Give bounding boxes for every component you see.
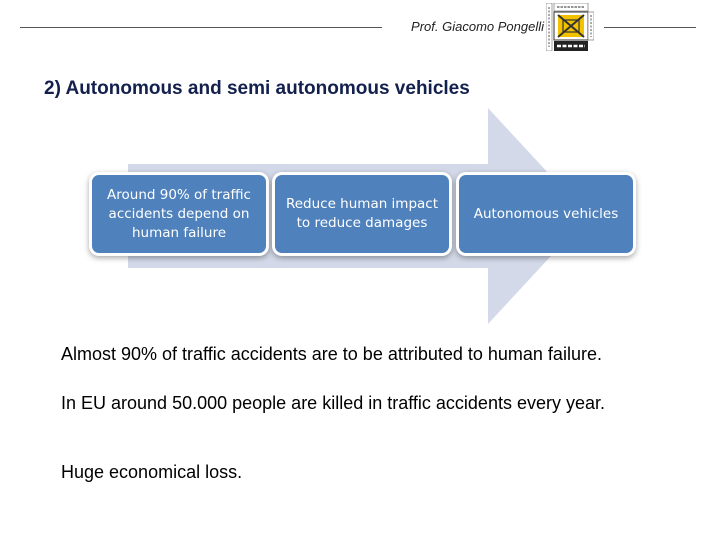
header-rule-right: [604, 27, 696, 28]
body-paragraph-2: In EU around 50.000 people are killed in traffic accidents every year.: [61, 393, 605, 413]
process-step-human-failure: Around 90% of traffic accidents depend on human failure: [89, 172, 269, 256]
author-name: Prof. Giacomo Pongelli: [411, 19, 544, 34]
process-step-reduce-impact: Reduce human impact to reduce damages: [272, 172, 452, 256]
university-logo-icon: [546, 3, 594, 51]
process-step-autonomous-vehicles: Autonomous vehicles: [456, 172, 636, 256]
body-paragraph-1: Almost 90% of traffic accidents are to be attributed to human failure.: [61, 344, 602, 364]
body-paragraph-3: Huge economical loss.: [61, 462, 243, 482]
header-rule-left: [20, 27, 382, 28]
slide-title: 2) Autonomous and semi autonomous vehicles: [44, 78, 470, 99]
